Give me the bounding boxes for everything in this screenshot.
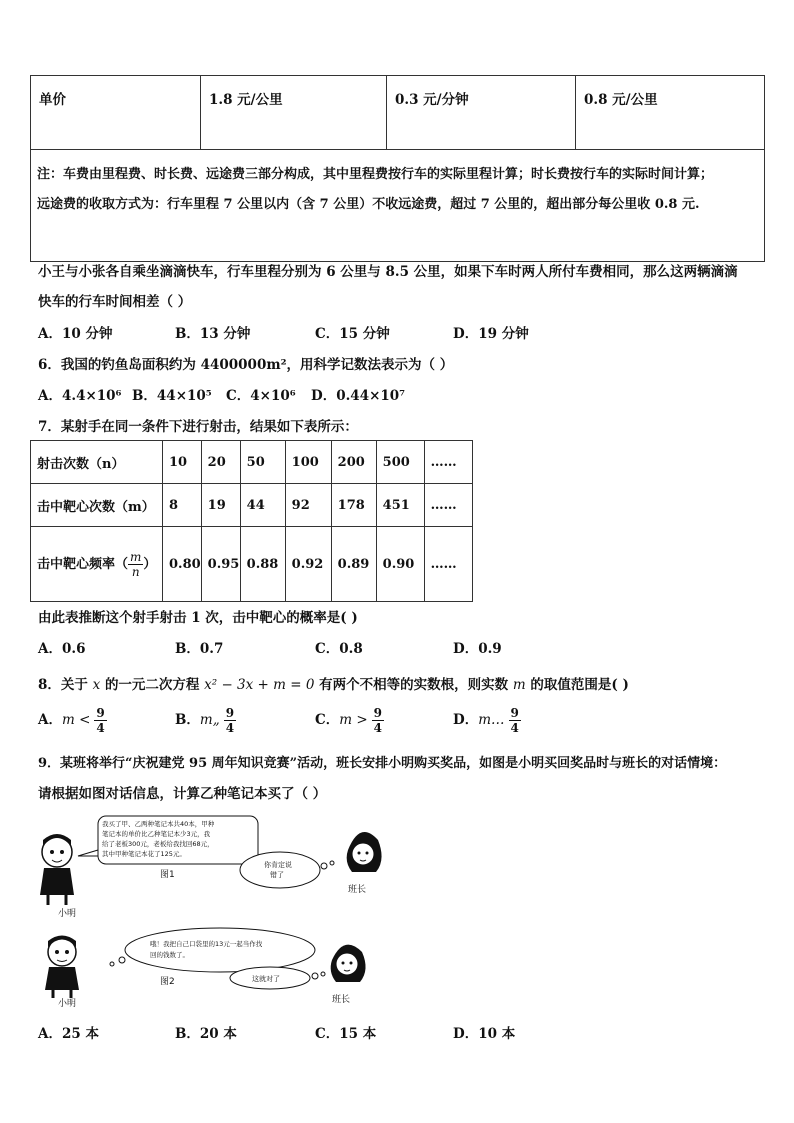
- freq-frac-den: n: [131, 564, 140, 579]
- q8-option-rel: m >: [339, 712, 368, 728]
- hits-row: [31, 484, 473, 527]
- q9-option-a[interactable]: A．25 本: [38, 1026, 99, 1042]
- freq-frac-num: m: [130, 549, 142, 564]
- q8-frac-den: 4: [225, 721, 235, 735]
- q7-option-c[interactable]: C．0.8: [315, 641, 363, 657]
- freq-label-close: ）: [143, 556, 157, 572]
- q8-frac-den: 4: [96, 721, 105, 735]
- fig2-banzhang-label: 班长: [332, 995, 351, 1005]
- q8-option-label: B．: [175, 712, 200, 728]
- hits-cell: ……: [424, 484, 472, 527]
- fig2-speech-cloud: [125, 928, 315, 972]
- shooting-table: [30, 440, 473, 602]
- q5-option-a[interactable]: A．10 分钟: [38, 326, 113, 342]
- fare-note-line2: 远途费的收取方式为：行车里程 7 公里以内（含 7 公里）不收远途费，超过 7 公里的，超出部分每公里收 0.8 元.: [37, 197, 700, 212]
- dialogue-figure-2: [30, 920, 430, 1015]
- q8-frac-num: 9: [373, 706, 383, 720]
- q9-option-b[interactable]: B．20 本: [175, 1026, 237, 1042]
- q8-option-c[interactable]: [315, 706, 384, 735]
- freq-cell: 0.90: [376, 527, 424, 602]
- q6-option-b[interactable]: B．44×10⁵: [132, 388, 212, 404]
- hits-cell: 44: [240, 484, 285, 527]
- q8-option-rel: m…: [478, 712, 505, 728]
- q8-option-label: A．: [38, 712, 62, 728]
- fig1-xiaoming-label: 小明: [58, 909, 77, 919]
- q7-option-d[interactable]: D．0.9: [453, 641, 502, 657]
- hits-cell: 451: [376, 484, 424, 527]
- q5-option-d[interactable]: D．19 分钟: [453, 326, 529, 342]
- q6-option-d[interactable]: D．0.44×10⁷: [311, 388, 406, 404]
- freq-cell: 0.88: [240, 527, 285, 602]
- shots-row: [31, 441, 473, 484]
- fig1-reply-line: 错了: [270, 871, 284, 879]
- fig1-reply-cloud: [240, 852, 320, 888]
- freq-cell: 0.95: [201, 527, 240, 602]
- q5-line2: 快车的行车时间相差（ ）: [38, 294, 192, 310]
- q8-option-label: C．: [315, 712, 340, 728]
- q5-line1: 小王与小张各自乘坐滴滴快车，行车里程分别为 6 公里与 8.5 公里，如果下车时两人所付车费相同，那么这两辆滴滴: [38, 264, 738, 280]
- q5-option-c[interactable]: C．15 分钟: [315, 326, 390, 342]
- fare-note-row: [31, 150, 765, 262]
- fare-price-row: [31, 76, 765, 150]
- q8-stem-c: 有两个不相等的实数根，则实数: [319, 677, 509, 693]
- freq-label-text: 击中靶心频率（: [37, 556, 129, 572]
- q8-frac-den: 4: [373, 721, 383, 735]
- q8-option-a[interactable]: [38, 706, 107, 735]
- q8-frac-num: 9: [225, 706, 235, 720]
- freq-label: [31, 527, 163, 602]
- xiaoming-figure-icon: [40, 834, 74, 905]
- fare-mileage-price: 1.8 元/公里: [209, 92, 283, 108]
- hits-cell: 8: [163, 484, 202, 527]
- fig1-caption: 图1: [160, 870, 175, 880]
- shots-cell: 20: [201, 441, 240, 484]
- fig2-speech-line: 回的钱数了。: [150, 951, 189, 959]
- q9-option-c[interactable]: C．15 本: [315, 1026, 377, 1042]
- q8-equation: x² − 3x + m = 0: [204, 677, 315, 693]
- q8-option-label: D．: [453, 712, 479, 728]
- q9-option-d[interactable]: D．10 本: [453, 1026, 516, 1042]
- q9-line1: 9．某班将举行“庆祝建党 95 周年知识竞赛”活动，班长安排小明购买奖品，如图是小明买回奖品时与班长的对话情境：: [38, 756, 727, 771]
- shots-cell: 200: [331, 441, 376, 484]
- q8-stem: [38, 673, 629, 693]
- shots-label: 射击次数（n）: [31, 441, 163, 484]
- q6-option-a[interactable]: A．4.4×10⁶: [38, 388, 122, 404]
- q8-stem-b: 的一元二次方程: [104, 677, 200, 693]
- q8-var-x: x: [92, 677, 101, 693]
- q9-line2: 请根据如图对话信息，计算乙种笔记本买了（ ）: [38, 786, 327, 802]
- freq-cell: ……: [424, 527, 472, 602]
- q8-var-m: m: [512, 677, 526, 693]
- freq-row: [31, 527, 473, 602]
- hits-label: 击中靶心次数（m）: [31, 484, 163, 527]
- shots-cell: 100: [285, 441, 331, 484]
- fig2-reply-text: 这就对了: [252, 975, 280, 983]
- q8-option-frac: [94, 706, 106, 735]
- fare-note-line1: 注：车费由里程费、时长费、远途费三部分构成，其中里程费按行车的实际里程计算；时长费按行车的实际时间计算；: [37, 167, 714, 182]
- banzhang-figure-icon: [331, 945, 366, 982]
- shots-cell: 500: [376, 441, 424, 484]
- fare-table: [30, 75, 765, 262]
- hits-cell: 92: [285, 484, 331, 527]
- banzhang-figure-icon: [347, 832, 382, 872]
- q8-option-frac: [224, 706, 236, 735]
- q8-option-frac: [509, 706, 521, 735]
- hits-cell: 19: [201, 484, 240, 527]
- q8-frac-den: 4: [510, 721, 519, 735]
- q8-option-rel: m„: [199, 712, 220, 728]
- fig2-xiaoming-label: 小明: [58, 999, 77, 1009]
- q5-option-b[interactable]: B．13 分钟: [175, 326, 251, 342]
- q8-frac-num: 9: [510, 706, 519, 720]
- q7-option-b[interactable]: B．0.7: [175, 641, 224, 657]
- fig1-speech-line: 给了老板300元，老板给我找回68元，: [102, 840, 214, 848]
- fig1-banzhang-label: 班长: [348, 885, 367, 895]
- q8-option-b[interactable]: [175, 706, 236, 735]
- q6-option-c[interactable]: C．4×10⁶: [226, 388, 296, 404]
- q8-frac-num: 9: [96, 706, 105, 720]
- q8-option-d[interactable]: [453, 706, 521, 735]
- q8-stem-a: 8．关于: [38, 677, 88, 693]
- fare-row-label: 单价: [39, 92, 66, 108]
- q8-stem-d: 的取值范围是( ): [530, 677, 629, 693]
- q8-option-frac: [372, 706, 384, 735]
- hits-cell: 178: [331, 484, 376, 527]
- freq-cell: 0.80: [163, 527, 202, 602]
- freq-cell: 0.89: [331, 527, 376, 602]
- q8-option-rel: m <: [61, 712, 91, 728]
- fig1-speech-line: 我买了甲、乙两种笔记本共40本，甲种: [102, 820, 215, 828]
- q7-stem: 7．某射手在同一条件下进行射击，结果如下表所示：: [38, 419, 358, 435]
- fig1-speech-line: 其中甲种笔记本花了125元。: [102, 850, 186, 858]
- fig2-speech-line: 哦！我把自己口袋里的13元一起当作找: [150, 940, 263, 948]
- xiaoming-figure-icon: [45, 936, 79, 999]
- freq-cell: 0.92: [285, 527, 331, 602]
- fig1-speech-line: 笔记本的单价比乙种笔记本少3元，我: [102, 830, 211, 838]
- q7-option-a[interactable]: A．0.6: [38, 641, 86, 657]
- q6-stem: 6．我国的钓鱼岛面积约为 4400000m²，用科学记数法表示为（ ）: [38, 357, 454, 373]
- shots-cell: ……: [424, 441, 472, 484]
- dialogue-figure-1: [30, 810, 430, 920]
- freq-fraction: [128, 550, 143, 579]
- fare-distance-price: 0.8 元/公里: [584, 92, 658, 108]
- fig1-reply-line: 你肯定说: [264, 861, 292, 869]
- fare-time-price: 0.3 元/分钟: [395, 92, 469, 108]
- shots-cell: 10: [163, 441, 202, 484]
- q7-question: 由此表推断这个射手射击 1 次，击中靶心的概率是( ): [38, 610, 358, 626]
- shots-cell: 50: [240, 441, 285, 484]
- fig2-caption: 图2: [160, 977, 175, 987]
